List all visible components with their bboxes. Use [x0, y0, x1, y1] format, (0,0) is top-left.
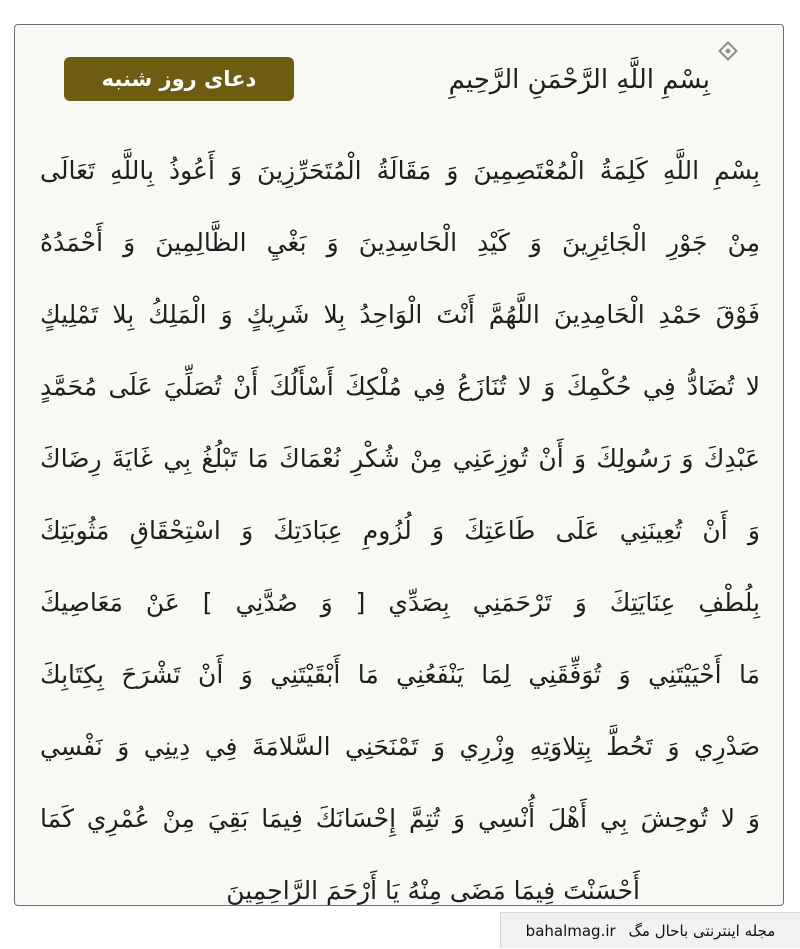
prayer-text — [40, 135, 760, 927]
prayer-line-9: صَدْرِي وَ تَحُطَّ بِتِلاوَتِهِ وِزْرِي وَ تَمْنَحَنِي السَّلامَةَ فِي دِينِي وَ نَفْسِي — [40, 732, 760, 761]
footer-site: bahalmag.ir — [525, 922, 616, 940]
prayer-line-5: عَبْدِكَ وَ رَسُولِكَ وَ أَنْ تُوزِعَنِي مِنْ شُكْرِ نُعْمَاكَ مَا تَبْلُغُ بِي غَايَةَ رِضَاكَ — [40, 444, 760, 473]
prayer-line-8: مَا أَحْيَيْتَنِي وَ تُوَفِّقَنِي لِمَا يَنْفَعُنِي مَا أَبْقَيْتَنِي وَ أَنْ تَشْرَحَ بِكِتَابِكَ — [40, 660, 760, 689]
prayer-line-10: وَ لا تُوحِشَ بِي أَهْلَ أُنْسِي وَ تُتِمَّ إِحْسَانَكَ فِيمَا بَقِيَ مِنْ عُمْرِي كَمَا — [40, 804, 760, 833]
prayer-line-3: فَوْقَ حَمْدِ الْحَامِدِينَ اللَّهُمَّ أَنْتَ الْوَاحِدُ بِلا شَرِيكٍ وَ الْمَلِكُ بِلا تَمْلِيكٍ — [40, 300, 760, 329]
footer-watermark — [500, 912, 800, 948]
prayer-line-2: مِنْ جَوْرِ الْجَائِرِينَ وَ كَيْدِ الْحَاسِدِينَ وَ بَغْيِ الظَّالِمِينَ وَ أَحْمَدُهُ — [40, 228, 760, 257]
footer-caption: مجله اینترنتی باحال مگ — [628, 922, 776, 940]
basmala-heading: بِسْمِ اللَّهِ الرَّحْمَنِ الرَّحِيمِ — [448, 65, 710, 95]
prayer-line-11: أَحْسَنْتَ فِيمَا مَضَى مِنْهُ يَا أَرْحَمَ الرَّاحِمِينَ — [226, 876, 640, 905]
prayer-line-4: لا تُضَادُّ فِي حُكْمِكَ وَ لا تُنَازَعُ فِي مُلْكِكَ أَسْأَلُكَ أَنْ تُصَلِّيَ عَلَى مُحَمَّدٍ — [40, 372, 760, 401]
prayer-title-badge: دعای روز شنبه — [64, 57, 294, 101]
prayer-line-6: وَ أَنْ تُعِينَنِي عَلَى طَاعَتِكَ وَ لُزُومِ عِبَادَتِكَ وَ اسْتِحْقَاقِ مَثُوبَتِكَ — [40, 516, 760, 545]
prayer-line-7: بِلُطْفِ عِنَايَتِكَ وَ تَرْحَمَنِي بِصَدِّي [ وَ صُدَّنِي ] عَنْ مَعَاصِيكَ — [40, 588, 760, 617]
prayer-line-1: بِسْمِ اللَّهِ كَلِمَةُ الْمُعْتَصِمِينَ وَ مَقَالَةُ الْمُتَحَرِّزِينَ وَ أَعُوذُ بِاللَّهِ تَعَالَى — [40, 156, 760, 185]
